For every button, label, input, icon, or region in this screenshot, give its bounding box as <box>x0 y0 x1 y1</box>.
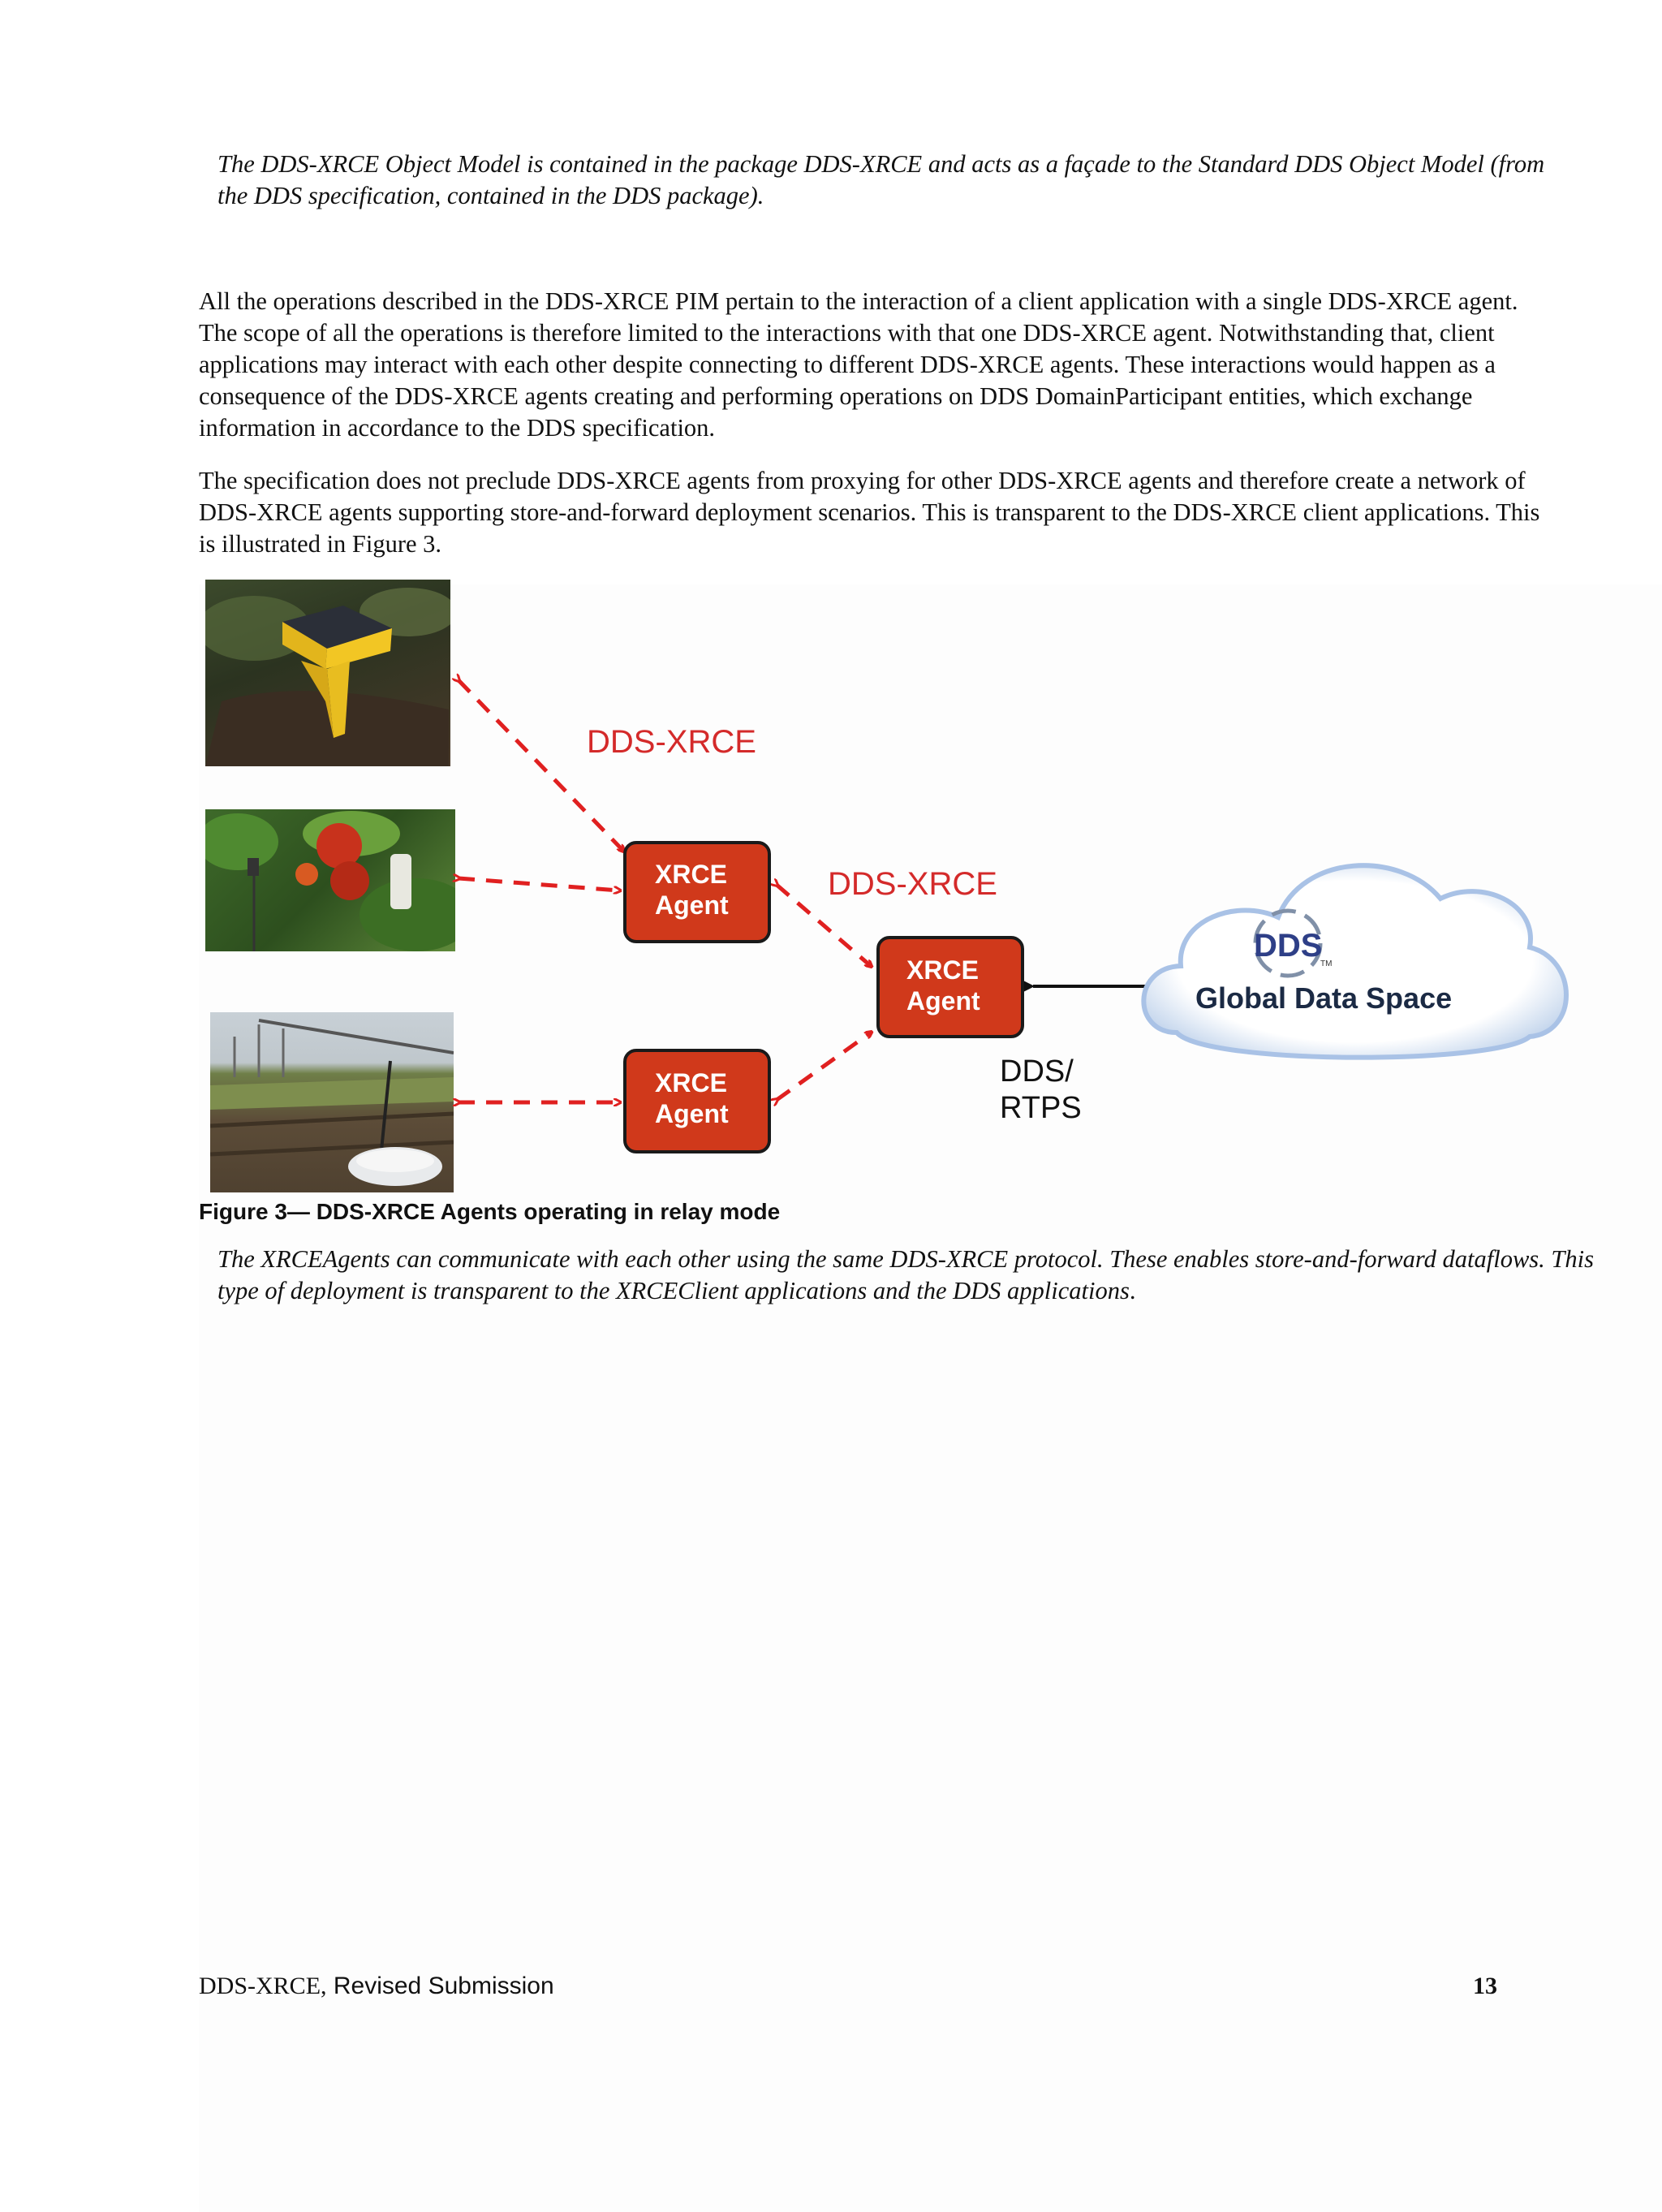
figure-3-diagram <box>199 578 1578 1203</box>
agent-label-line1: XRCE <box>655 860 727 889</box>
cloud-label: Global Data Space <box>1195 981 1453 1015</box>
xrce-agent-1 <box>625 843 769 942</box>
footer-doc-name: DDS-XRCE, <box>199 1973 327 1999</box>
xrce-agent-2 <box>625 1050 769 1152</box>
label-dds-xrce-top: DDS-XRCE <box>587 724 756 760</box>
arrow-photo2-agent1 <box>459 878 619 890</box>
xrce-agent-3 <box>878 938 1023 1037</box>
agent-label-line2: Agent <box>655 890 729 920</box>
figure-description <box>217 1244 1597 1307</box>
agent-label-line1: XRCE <box>655 1068 727 1097</box>
arrow-photo1-agent1 <box>459 680 623 851</box>
figure-description-period: . <box>1129 1277 1136 1304</box>
label-dds-rtps-line1: DDS/ <box>1000 1054 1074 1089</box>
footer-doc-subtitle: Revised Submission <box>326 1973 554 1999</box>
footer-doc-title <box>199 1973 554 2000</box>
label-dds-xrce-mid: DDS-XRCE <box>828 866 997 902</box>
dds-logo-tm: TM <box>1320 959 1333 968</box>
arrow-agent2-agent3 <box>777 1033 871 1100</box>
agent-label-line2: Agent <box>906 986 980 1015</box>
global-data-space-cloud <box>1143 865 1566 1057</box>
label-dds-rtps-line2: RTPS <box>1000 1091 1082 1125</box>
dds-logo-text: DDS <box>1254 928 1323 964</box>
page-number: 13 <box>1473 1973 1497 1999</box>
intro-italic-paragraph: The DDS-XRCE Object Model is contained in the package DDS-XRCE and acts as a façade to the Standard DDS Object Model (from the DDS specification, contained in the DDS package). <box>217 150 1545 209</box>
body-paragraph-1: All the operations described in the DDS-XRCE PIM pertain to the interaction of a client application with a single DDS-XRCE agent. The scope of all the operations is therefore limited to the interactions with that one DDS-XRCE agent. Notwithstanding that, client applications may interact with each other despite connecting to different DDS-XRCE agents. These interactions would happen as a consequence of the DDS-XRCE agents creating and performing operations on DDS DomainParticipant entities, which exchange information in accordance to the DDS specification. <box>199 287 1518 442</box>
figure-description-text: The XRCEAgents can communicate with each other using the same DDS-XRCE protocol. These enables store-and-forward dataflows. This type of deployment is transparent to the XRCEClient applications and the DDS applications <box>217 1245 1594 1304</box>
agent-label-line1: XRCE <box>906 955 979 985</box>
figure-caption: Figure 3— DDS-XRCE Agents operating in relay mode <box>199 1199 781 1224</box>
body-paragraph-2: The specification does not preclude DDS-XRCE agents from proxying for other DDS-XRCE agents and therefore create a network of DDS-XRCE agents supporting store-and-forward deployment scenarios. This is transparent to the DDS-XRCE client applications. This is illustrated in Figure 3. <box>199 467 1540 558</box>
agent-label-line2: Agent <box>655 1099 729 1128</box>
